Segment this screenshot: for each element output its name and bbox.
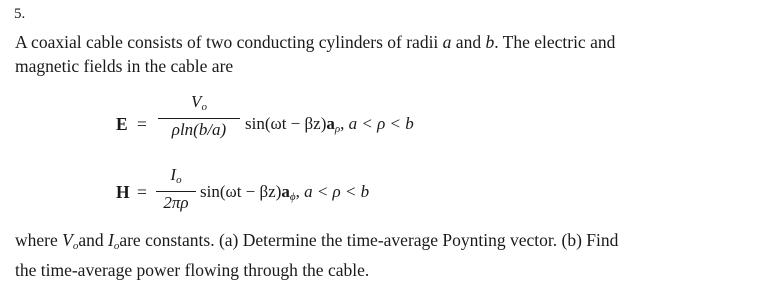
intro-line-2: magnetic fields in the cable are	[15, 56, 234, 76]
eq-E-fraction	[158, 92, 240, 140]
eq-H-denominator: 2πρ	[163, 193, 189, 212]
eq-E-denominator: ρln(b/a)	[171, 120, 227, 139]
eq-E-fraction-bar	[158, 118, 240, 119]
eq-E-lhs: E	[116, 114, 128, 134]
intro-text-end: . The electric and	[494, 32, 616, 52]
eq-E-rest: $\sin(\omega t - \beta z)a_\rho$, a < ρ < b	[245, 114, 414, 135]
eq-H-range: a < ρ < b	[304, 182, 370, 201]
problem-intro	[15, 30, 760, 78]
eq-H-factor: sin(ωt − βz)	[200, 182, 282, 201]
var-b: b	[485, 32, 495, 52]
eq-H-lhs: H	[116, 182, 130, 202]
eq-H-unit-vector: a	[281, 182, 290, 201]
eq-H-equals: =	[137, 182, 147, 202]
intro-text: A coaxial cable consists of two conducting cylinders of radii	[15, 32, 439, 52]
eq-H-numerator: $I_o$	[170, 165, 182, 186]
eq-E-factor: sin(ωt − βz)	[245, 114, 327, 133]
eq-H-fraction	[156, 165, 196, 213]
equation-H	[0, 165, 767, 223]
eq-E-range: a < ρ < b	[348, 114, 414, 133]
outro-text: are constants. (a) Determine the time-average Poynting vector. (b) Find	[119, 230, 619, 250]
eq-E-unit-vector: a	[326, 114, 335, 133]
var-a: a	[442, 32, 452, 52]
equation-E	[0, 92, 767, 162]
problem-number: 5.	[14, 6, 26, 22]
and-word: and	[455, 32, 482, 52]
outro-line-2: the time-average power flowing through the cable.	[15, 260, 370, 280]
eq-E-numerator: $V_o$	[191, 92, 207, 113]
eq-H-rest: $\sin(\omega t - \beta z)a_\phi$, a < ρ < b	[200, 182, 370, 203]
intro-line-1	[15, 30, 760, 54]
problem-outro	[15, 228, 760, 282]
outro-line-1: where $V_oand$ $I_oare$ constants. (a) Determine the time-average Poynting vector. (b) Find	[15, 230, 619, 252]
eq-E-equals: =	[137, 114, 147, 134]
eq-H-fraction-bar	[156, 191, 196, 192]
